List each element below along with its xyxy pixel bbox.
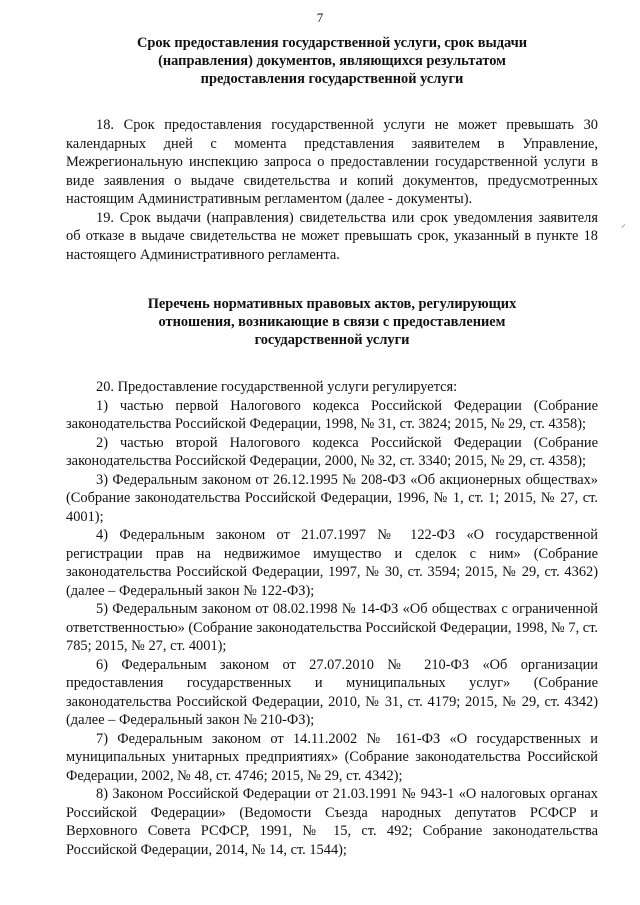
paragraph-18: 18. Срок предоставления государственной услуги не может превышать 30 календарных дней с момента представления заявителем в Управление, Межрегиональную инспекцию запроса о предоставлении государственной услуги в виде заявления о выдаче свидетельства и копий документов, предусмотренных настоящим Административным регламентом (далее - документы).	[66, 117, 598, 207]
section-title-line: отношения, возникающие в связи с предоставлением	[158, 314, 506, 330]
spacer	[66, 88, 598, 116]
list-item-6: 6) Федеральным законом от 27.07.2010 № 210-ФЗ «Об организации предоставления государственных и муниципальных услуг» (Собрание законодательства Российской Федерации, 2010, № 31, ст. 4179; 2015, № 29, ст. 4342) (далее – Федеральный закон № 210-ФЗ);	[66, 656, 598, 728]
list-item-5: 5) Федеральным законом от 08.02.1998 № 14-ФЗ «Об обществах с ограниченной ответственностью» (Собрание законодательства Российской Федерации, 1998, № 7, ст. 785; 2015, № 27, ст. 4001);	[66, 601, 598, 654]
section-title-line: Перечень нормативных правовых актов, регулирующих	[147, 296, 517, 312]
section-title-line: предоставления государственной услуги	[200, 71, 464, 87]
page-number: 7	[316, 10, 324, 25]
list-item-8: 8) Законом Российской Федерации от 21.03.1991 № 943-1 «О налоговых органах Российской Федерации» (Ведомости Съезда народных депутатов РСФСР и Верховного Совета РСФСР, 1991, № 15, ст. 492; Собрание законодательства Российской Федерации, 2014, № 14, ст. 1544);	[66, 786, 598, 858]
section-title-line: Срок предоставления государственной услуги, срок выдачи	[136, 35, 528, 51]
margin-mark: ⸝	[621, 219, 626, 230]
section-title-line: государственной услуги	[254, 332, 410, 348]
list-item-7: 7) Федеральным законом от 14.11.2002 № 161-ФЗ «О государственных и муниципальных унитарных предприятиях» (Собрание законодательства Российской Федерации, 2002, № 48, ст. 4746; 2015, № 29, ст. 4342);	[66, 730, 598, 784]
list-item-3: 3) Федеральным законом от 26.12.1995 № 208-ФЗ «Об акционерных обществах» (Собрание законодательства Российской Федерации, 1996, № 1, ст. 1; 2015, № 27, ст. 4001);	[66, 471, 598, 525]
paragraph-20: 20. Предоставление государственной услуги регулируется:	[96, 379, 458, 395]
spacer	[66, 349, 598, 378]
list-item-2: 2) частью второй Налогового кодекса Российской Федерации (Собрание законодательства Российской Федерации, 2000, № 32, ст. 3340; 2015, № 29, ст. 4358);	[66, 434, 598, 469]
section-title-line: (направления) документов, являющихся результатом	[158, 53, 506, 69]
paragraph-19: 19. Срок выдачи (направления) свидетельства или срок уведомления заявителя об отказе в выдаче свидетельства не может превышать срок, указанный в пункте 18 настоящего Административного регламента.	[66, 209, 598, 263]
list-item-4: 4) Федеральным законом от 21.07.1997 № 122-ФЗ «О государственной регистрации прав на недвижимое имущество и сделок с ним» (Собрание законодательства Российской Федерации, 1997, № 30, ст. 3594; 2015, № 29, ст. 4362) (далее – Федеральный закон № 122-ФЗ);	[66, 527, 598, 599]
page-content	[66, 34, 598, 859]
section-title-service-term	[66, 34, 598, 88]
section-title-legal-acts	[66, 295, 598, 349]
list-item-1: 1) частью первой Налогового кодекса Российской Федерации (Собрание законодательства Российской Федерации, 1998, № 31, ст. 3824; 2015, № 29, ст. 4358);	[66, 397, 598, 432]
spacer	[66, 264, 598, 295]
